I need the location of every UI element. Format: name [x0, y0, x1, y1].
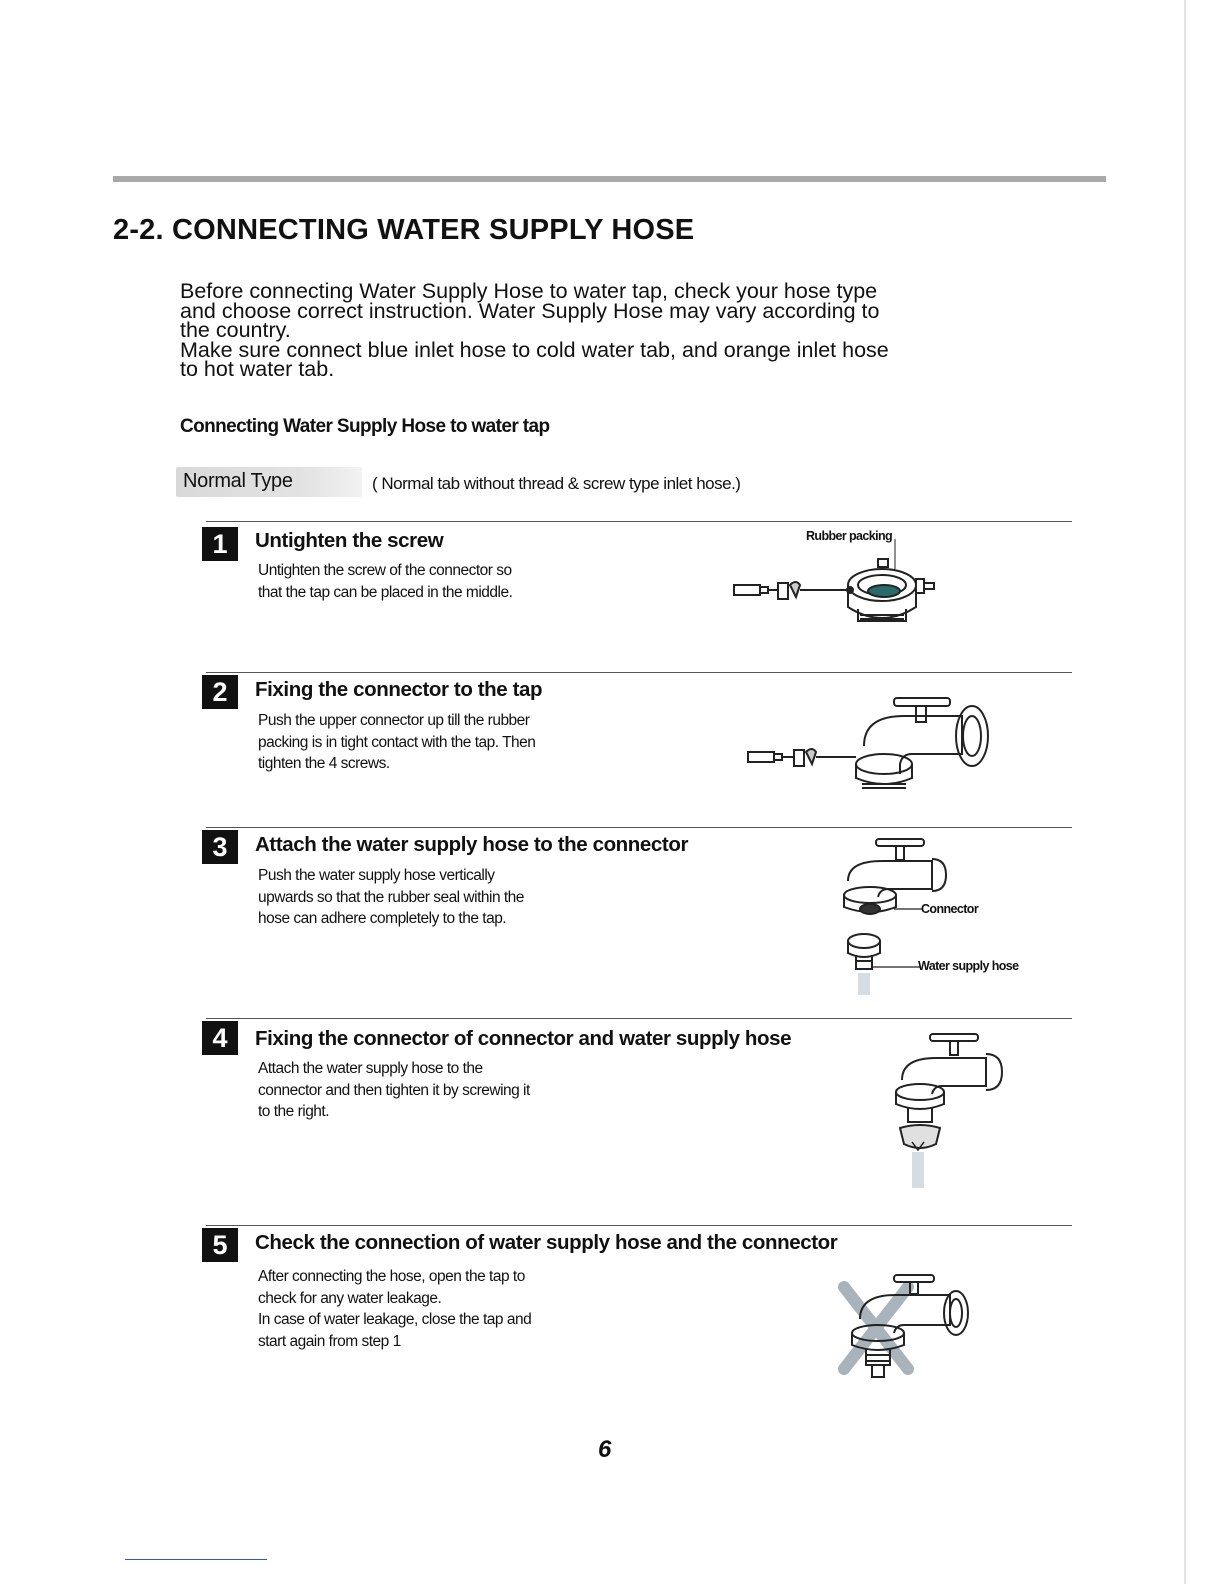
type-badge-label: Normal Type — [183, 470, 293, 492]
step-description-line: Untighten the screw of the connector so — [258, 562, 512, 579]
intro-line: to hot water tab. — [180, 357, 335, 381]
step-description-line: to the right. — [258, 1103, 330, 1120]
step-title: Attach the water supply hose to the connector — [255, 833, 689, 856]
step-description-line: upwards so that the rubber seal within the — [258, 888, 524, 906]
page-number: 6 — [598, 1436, 612, 1463]
intro-text — [180, 279, 1040, 381]
type-note: ( Normal tab without thread & screw type inlet hose.) — [372, 474, 741, 493]
step-description — [258, 710, 618, 775]
tap-hose-tighten-icon — [886, 1032, 1016, 1190]
step-description-line: connector and then tighten it by screwing it — [258, 1081, 530, 1099]
step-description-line: Push the water supply hose vertically — [258, 867, 495, 884]
step-description-line: In case of water leakage, close the tap and — [258, 1311, 532, 1328]
intro-line: and choose correct instruction. Water Supply Hose may vary according to — [180, 298, 880, 323]
step-description-line: tighten the 4 screws. — [258, 755, 390, 772]
step-description-line: hose can adhere completely to the tap. — [258, 910, 507, 927]
step-rule — [206, 1225, 1072, 1226]
step-description-line: Attach the water supply hose to the — [258, 1060, 483, 1077]
tap-leak-check-icon — [834, 1273, 974, 1383]
step-title: Fixing the connector to the tap — [255, 678, 543, 701]
step-description — [258, 1058, 618, 1123]
type-badge — [176, 467, 362, 497]
step-number: 4 — [202, 1021, 238, 1055]
step-description — [258, 1266, 618, 1352]
step-rule — [206, 521, 1072, 522]
step-title: Untighten the screw — [255, 529, 444, 552]
step-description-line: check for any water leakage. — [258, 1289, 442, 1307]
intro-line: Before connecting Water Supply Hose to water tap, check your hose type — [180, 279, 878, 303]
tap-hose-attach-icon — [834, 837, 954, 997]
step-description-line: Push the upper connector up till the rubber — [258, 712, 530, 729]
step-description — [258, 865, 618, 930]
step-number: 1 — [202, 527, 238, 561]
step-description — [258, 560, 618, 603]
step-description-line: that the tap can be placed in the middle. — [258, 583, 513, 601]
intro-line: Make sure connect blue inlet hose to cold water tab, and orange inlet hose — [180, 337, 889, 362]
header-rule — [113, 176, 1106, 182]
step-number: 3 — [202, 830, 238, 864]
section-title: 2-2. CONNECTING WATER SUPPLY HOSE — [113, 214, 695, 246]
step-rule — [206, 672, 1072, 673]
step-rule — [206, 827, 1072, 828]
page-edge — [1184, 0, 1186, 1584]
step-title: Check the connection of water supply hose and the connector — [255, 1231, 838, 1254]
step-number: 5 — [202, 1228, 238, 1262]
step-number: 2 — [202, 675, 238, 709]
step-title: Fixing the connector of connector and water supply hose — [255, 1027, 792, 1050]
intro-line: the country. — [180, 318, 291, 342]
callout-connector: Connector — [921, 902, 979, 916]
footer-underline — [125, 1559, 267, 1560]
subheading: Connecting Water Supply Hose to water tap — [180, 416, 550, 437]
step-description-line: packing is in tight contact with the tap. Then — [258, 733, 536, 751]
callout-rubber-packing: Rubber packing — [806, 529, 893, 543]
tap-connector-screwdriver-icon — [744, 694, 994, 794]
connector-screwdriver-icon — [730, 539, 950, 635]
callout-water-supply-hose: Water supply hose — [918, 959, 1019, 973]
step-description-line: start again from step 1 — [258, 1332, 401, 1350]
step-description-line: After connecting the hose, open the tap to — [258, 1268, 525, 1285]
step-rule — [206, 1018, 1072, 1019]
